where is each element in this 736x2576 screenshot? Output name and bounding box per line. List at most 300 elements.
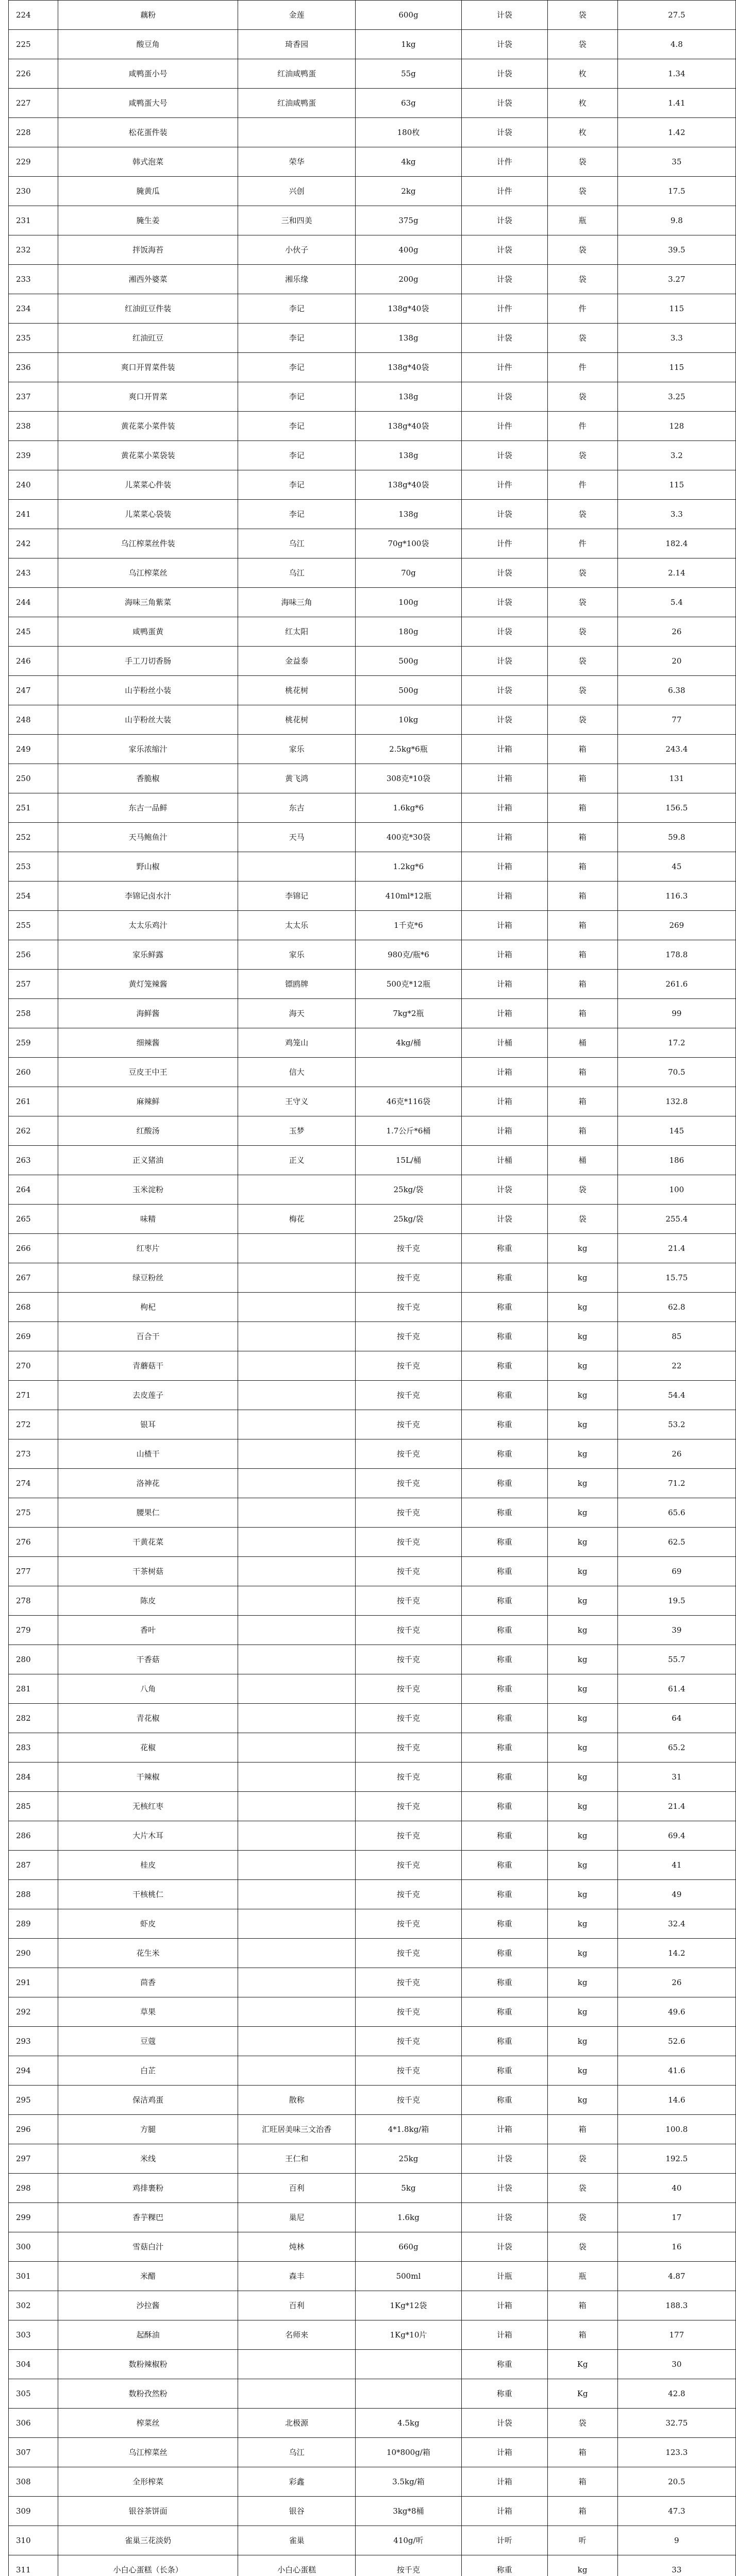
cell-brand: 炖林 xyxy=(238,2232,356,2262)
table-row xyxy=(9,676,736,705)
table-row xyxy=(9,1792,736,1821)
table-row xyxy=(9,1586,736,1616)
cell-price: 52.6 xyxy=(617,2027,735,2056)
cell-number: 283 xyxy=(9,1733,58,1762)
cell-method: 称重 xyxy=(461,1351,547,1381)
cell-unit: 箱 xyxy=(547,882,617,911)
cell-method: 计袋 xyxy=(461,500,547,529)
table-row xyxy=(9,588,736,617)
cell-number: 248 xyxy=(9,705,58,735)
cell-item-name: 拌饭海苔 xyxy=(58,235,238,265)
cell-number: 305 xyxy=(9,2379,58,2409)
cell-unit: 箱 xyxy=(547,911,617,940)
table-row xyxy=(9,1762,736,1792)
cell-item-name: 青蘑菇干 xyxy=(58,1351,238,1381)
table-row xyxy=(9,2262,736,2291)
table-row xyxy=(9,2409,736,2438)
table-row xyxy=(9,1733,736,1762)
cell-spec: 410ml*12瓶 xyxy=(355,882,461,911)
cell-spec: 10*800g/箱 xyxy=(355,2438,461,2467)
cell-brand: 正义 xyxy=(238,1146,356,1175)
table-row xyxy=(9,2555,736,2576)
cell-item-name: 方腿 xyxy=(58,2115,238,2144)
cell-spec: 按千克 xyxy=(355,1645,461,1674)
cell-item-name: 豆皮王中王 xyxy=(58,1058,238,1087)
cell-number: 274 xyxy=(9,1469,58,1498)
cell-spec: 按千克 xyxy=(355,1557,461,1586)
cell-unit: 桶 xyxy=(547,1146,617,1175)
cell-brand: 桃花树 xyxy=(238,705,356,735)
cell-unit: 袋 xyxy=(547,2203,617,2232)
cell-number: 233 xyxy=(9,265,58,294)
cell-item-name: 手工刀切香肠 xyxy=(58,647,238,676)
cell-unit: 箱 xyxy=(547,793,617,823)
cell-method: 计箱 xyxy=(461,911,547,940)
cell-unit: 箱 xyxy=(547,2320,617,2350)
cell-brand: 海天 xyxy=(238,999,356,1028)
cell-price: 26 xyxy=(617,1968,735,1997)
cell-spec: 3kg*8桶 xyxy=(355,2497,461,2526)
cell-price: 31 xyxy=(617,1762,735,1792)
cell-item-name: 银谷茶饼面 xyxy=(58,2497,238,2526)
cell-item-name: 桂皮 xyxy=(58,1851,238,1880)
cell-price: 131 xyxy=(617,764,735,793)
cell-spec: 按千克 xyxy=(355,1293,461,1322)
cell-brand: 雀巢 xyxy=(238,2526,356,2555)
cell-spec: 25kg/袋 xyxy=(355,1205,461,1234)
cell-unit: 袋 xyxy=(547,617,617,647)
cell-unit: 箱 xyxy=(547,2115,617,2144)
cell-item-name: 腌黄瓜 xyxy=(58,177,238,206)
table-row xyxy=(9,647,736,676)
cell-item-name: 全形榨菜 xyxy=(58,2467,238,2497)
cell-spec: 1.7公斤*6桶 xyxy=(355,1116,461,1146)
cell-price: 41 xyxy=(617,1851,735,1880)
cell-item-name: 腰果仁 xyxy=(58,1498,238,1528)
cell-brand: 百利 xyxy=(238,2174,356,2203)
cell-unit: 袋 xyxy=(547,647,617,676)
cell-price: 14.6 xyxy=(617,2086,735,2115)
cell-unit: kg xyxy=(547,1997,617,2027)
cell-brand: 李记 xyxy=(238,441,356,470)
cell-price: 192.5 xyxy=(617,2144,735,2174)
cell-brand xyxy=(238,1557,356,1586)
cell-spec: 按千克 xyxy=(355,2056,461,2086)
cell-number: 303 xyxy=(9,2320,58,2350)
cell-price: 64 xyxy=(617,1704,735,1733)
cell-spec: 按千克 xyxy=(355,1851,461,1880)
cell-unit: kg xyxy=(547,1909,617,1939)
cell-item-name: 太太乐鸡汁 xyxy=(58,911,238,940)
cell-number: 272 xyxy=(9,1410,58,1439)
table-row xyxy=(9,1058,736,1087)
cell-number: 255 xyxy=(9,911,58,940)
cell-unit: kg xyxy=(547,1528,617,1557)
cell-item-name: 咸鸭蛋小号 xyxy=(58,59,238,89)
cell-spec: 200g xyxy=(355,265,461,294)
cell-brand: 桃花树 xyxy=(238,676,356,705)
cell-brand: 荣华 xyxy=(238,147,356,177)
cell-brand xyxy=(238,1968,356,1997)
cell-brand: 兴创 xyxy=(238,177,356,206)
table-row xyxy=(9,2320,736,2350)
cell-method: 计箱 xyxy=(461,1116,547,1146)
cell-spec: 按千克 xyxy=(355,1674,461,1704)
cell-item-name: 乌江榨菜丝 xyxy=(58,2438,238,2467)
cell-number: 246 xyxy=(9,647,58,676)
cell-brand: 李记 xyxy=(238,382,356,412)
cell-number: 258 xyxy=(9,999,58,1028)
cell-method: 计件 xyxy=(461,177,547,206)
cell-price: 100 xyxy=(617,1175,735,1205)
cell-unit: 袋 xyxy=(547,1175,617,1205)
table-row xyxy=(9,470,736,500)
cell-method: 计袋 xyxy=(461,2203,547,2232)
cell-spec: 按千克 xyxy=(355,1439,461,1469)
cell-spec: 按千克 xyxy=(355,1792,461,1821)
cell-method: 称重 xyxy=(461,2056,547,2086)
cell-method: 称重 xyxy=(461,1792,547,1821)
cell-method: 称重 xyxy=(461,1645,547,1674)
cell-method: 称重 xyxy=(461,1939,547,1968)
cell-spec: 按千克 xyxy=(355,1968,461,1997)
cell-brand xyxy=(238,2379,356,2409)
cell-brand xyxy=(238,2350,356,2379)
cell-unit: 袋 xyxy=(547,147,617,177)
cell-method: 称重 xyxy=(461,1322,547,1351)
cell-unit: kg xyxy=(547,2056,617,2086)
cell-unit: 袋 xyxy=(547,2144,617,2174)
cell-spec: 按千克 xyxy=(355,1263,461,1293)
cell-unit: 袋 xyxy=(547,2409,617,2438)
cell-number: 271 xyxy=(9,1381,58,1410)
cell-number: 293 xyxy=(9,2027,58,2056)
cell-spec: 5kg xyxy=(355,2174,461,2203)
cell-spec: 138g*40袋 xyxy=(355,294,461,324)
table-row xyxy=(9,59,736,89)
cell-unit: Kg xyxy=(547,2350,617,2379)
cell-method: 计袋 xyxy=(461,382,547,412)
cell-unit: 件 xyxy=(547,529,617,558)
cell-brand xyxy=(238,2056,356,2086)
cell-brand xyxy=(238,1939,356,1968)
cell-price: 32.4 xyxy=(617,1909,735,1939)
cell-spec: 按千克 xyxy=(355,1351,461,1381)
cell-method: 称重 xyxy=(461,1498,547,1528)
cell-number: 245 xyxy=(9,617,58,647)
cell-item-name: 干核桃仁 xyxy=(58,1880,238,1909)
cell-brand: 李记 xyxy=(238,324,356,353)
cell-number: 237 xyxy=(9,382,58,412)
cell-method: 计袋 xyxy=(461,30,547,59)
cell-brand xyxy=(238,1498,356,1528)
cell-spec: 138g xyxy=(355,441,461,470)
cell-spec: 1kg xyxy=(355,30,461,59)
cell-number: 252 xyxy=(9,823,58,852)
cell-number: 273 xyxy=(9,1439,58,1469)
cell-number: 297 xyxy=(9,2144,58,2174)
cell-brand: 金莲 xyxy=(238,1,356,30)
cell-method: 称重 xyxy=(461,1909,547,1939)
cell-number: 266 xyxy=(9,1234,58,1263)
table-row xyxy=(9,1997,736,2027)
table-row xyxy=(9,764,736,793)
table-row xyxy=(9,1028,736,1058)
cell-spec: 375g xyxy=(355,206,461,235)
cell-number: 268 xyxy=(9,1293,58,1322)
cell-item-name: 起酥油 xyxy=(58,2320,238,2350)
cell-unit: kg xyxy=(547,1762,617,1792)
cell-method: 计件 xyxy=(461,529,547,558)
cell-price: 3.27 xyxy=(617,265,735,294)
cell-spec: 按千克 xyxy=(355,1762,461,1792)
cell-price: 132.8 xyxy=(617,1087,735,1116)
table-row xyxy=(9,118,736,147)
cell-method: 称重 xyxy=(461,1234,547,1263)
cell-brand: 黄飞鸿 xyxy=(238,764,356,793)
cell-number: 309 xyxy=(9,2497,58,2526)
table-row xyxy=(9,1205,736,1234)
cell-unit: kg xyxy=(547,1586,617,1616)
table-row xyxy=(9,2203,736,2232)
table-row xyxy=(9,823,736,852)
table-row xyxy=(9,1498,736,1528)
cell-number: 289 xyxy=(9,1909,58,1939)
cell-number: 307 xyxy=(9,2438,58,2467)
cell-method: 计件 xyxy=(461,470,547,500)
cell-price: 32.75 xyxy=(617,2409,735,2438)
cell-spec: 按千克 xyxy=(355,1381,461,1410)
table-row xyxy=(9,265,736,294)
cell-unit: kg xyxy=(547,1234,617,1263)
cell-spec: 3.5kg/箱 xyxy=(355,2467,461,2497)
cell-item-name: 八角 xyxy=(58,1674,238,1704)
cell-brand xyxy=(238,1586,356,1616)
cell-brand xyxy=(238,1733,356,1762)
cell-item-name: 枸杞 xyxy=(58,1293,238,1322)
cell-item-name: 干黄花菜 xyxy=(58,1528,238,1557)
cell-price: 22 xyxy=(617,1351,735,1381)
cell-brand: 玉梦 xyxy=(238,1116,356,1146)
cell-price: 9.8 xyxy=(617,206,735,235)
cell-item-name: 陈皮 xyxy=(58,1586,238,1616)
cell-method: 计箱 xyxy=(461,999,547,1028)
table-row xyxy=(9,999,736,1028)
cell-method: 称重 xyxy=(461,2350,547,2379)
cell-brand xyxy=(238,1704,356,1733)
cell-unit: kg xyxy=(547,1293,617,1322)
cell-unit: 袋 xyxy=(547,30,617,59)
cell-method: 称重 xyxy=(461,1263,547,1293)
table-row xyxy=(9,1469,736,1498)
cell-item-name: 味精 xyxy=(58,1205,238,1234)
cell-spec: 46克*116袋 xyxy=(355,1087,461,1116)
cell-spec: 1.6kg*6 xyxy=(355,793,461,823)
cell-brand xyxy=(238,118,356,147)
cell-method: 计箱 xyxy=(461,1058,547,1087)
cell-method: 计件 xyxy=(461,353,547,382)
cell-price: 145 xyxy=(617,1116,735,1146)
table-row xyxy=(9,1410,736,1439)
cell-number: 302 xyxy=(9,2291,58,2320)
cell-brand: 巢尼 xyxy=(238,2203,356,2232)
cell-number: 306 xyxy=(9,2409,58,2438)
cell-unit: kg xyxy=(547,1351,617,1381)
cell-number: 251 xyxy=(9,793,58,823)
cell-brand xyxy=(238,1880,356,1909)
cell-unit: 箱 xyxy=(547,1116,617,1146)
cell-unit: Kg xyxy=(547,2379,617,2409)
table-row xyxy=(9,2027,736,2056)
cell-number: 295 xyxy=(9,2086,58,2115)
table-row xyxy=(9,1116,736,1146)
cell-number: 267 xyxy=(9,1263,58,1293)
cell-spec: 按千克 xyxy=(355,1469,461,1498)
table-row xyxy=(9,206,736,235)
cell-spec: 308克*10袋 xyxy=(355,764,461,793)
cell-method: 计袋 xyxy=(461,118,547,147)
cell-price: 3.25 xyxy=(617,382,735,412)
cell-item-name: 银耳 xyxy=(58,1410,238,1439)
price-list-body xyxy=(9,1,736,2576)
cell-item-name: 藕粉 xyxy=(58,1,238,30)
cell-spec: 100g xyxy=(355,588,461,617)
cell-number: 311 xyxy=(9,2555,58,2576)
cell-brand: 红太阳 xyxy=(238,617,356,647)
cell-price: 35 xyxy=(617,147,735,177)
cell-number: 301 xyxy=(9,2262,58,2291)
cell-item-name: 草果 xyxy=(58,1997,238,2027)
cell-brand xyxy=(238,1762,356,1792)
cell-spec: 138g*40袋 xyxy=(355,412,461,441)
cell-number: 257 xyxy=(9,970,58,999)
cell-price: 55.7 xyxy=(617,1645,735,1674)
cell-number: 287 xyxy=(9,1851,58,1880)
table-row xyxy=(9,1557,736,1586)
cell-brand xyxy=(238,1674,356,1704)
cell-number: 238 xyxy=(9,412,58,441)
cell-price: 9 xyxy=(617,2526,735,2555)
cell-item-name: 韩式泡菜 xyxy=(58,147,238,177)
cell-item-name: 茴香 xyxy=(58,1968,238,1997)
cell-unit: 箱 xyxy=(547,852,617,882)
cell-spec: 按千克 xyxy=(355,1880,461,1909)
cell-method: 称重 xyxy=(461,1293,547,1322)
cell-brand: 散称 xyxy=(238,2086,356,2115)
cell-unit: 箱 xyxy=(547,970,617,999)
cell-number: 256 xyxy=(9,940,58,970)
cell-brand: 太太乐 xyxy=(238,911,356,940)
cell-unit: 袋 xyxy=(547,441,617,470)
price-list-table xyxy=(8,0,736,2576)
cell-brand xyxy=(238,1528,356,1557)
cell-price: 1.34 xyxy=(617,59,735,89)
cell-item-name: 干香菇 xyxy=(58,1645,238,1674)
cell-brand xyxy=(238,1293,356,1322)
table-row xyxy=(9,558,736,588)
cell-spec: 15L/桶 xyxy=(355,1146,461,1175)
cell-item-name: 保洁鸡蛋 xyxy=(58,2086,238,2115)
cell-number: 280 xyxy=(9,1645,58,1674)
cell-method: 计桶 xyxy=(461,1028,547,1058)
cell-unit: kg xyxy=(547,1792,617,1821)
cell-item-name: 乌江榨菜丝件装 xyxy=(58,529,238,558)
cell-brand xyxy=(238,1322,356,1351)
cell-number: 300 xyxy=(9,2232,58,2262)
cell-unit: 袋 xyxy=(547,235,617,265)
cell-method: 计袋 xyxy=(461,2174,547,2203)
cell-method: 称重 xyxy=(461,1880,547,1909)
cell-item-name: 湘西外婆菜 xyxy=(58,265,238,294)
cell-item-name: 无核红枣 xyxy=(58,1792,238,1821)
cell-method: 计袋 xyxy=(461,2144,547,2174)
cell-number: 282 xyxy=(9,1704,58,1733)
cell-brand: 乌江 xyxy=(238,558,356,588)
cell-spec: 按千克 xyxy=(355,2555,461,2576)
cell-method: 计箱 xyxy=(461,2115,547,2144)
cell-item-name: 百合干 xyxy=(58,1322,238,1351)
cell-unit: 听 xyxy=(547,2526,617,2555)
cell-spec: 70g xyxy=(355,558,461,588)
cell-brand: 李记 xyxy=(238,294,356,324)
cell-unit: 箱 xyxy=(547,2291,617,2320)
table-row xyxy=(9,1909,736,1939)
cell-unit: 袋 xyxy=(547,1,617,30)
cell-brand xyxy=(238,1851,356,1880)
cell-price: 21.4 xyxy=(617,1792,735,1821)
cell-price: 178.8 xyxy=(617,940,735,970)
cell-price: 49.6 xyxy=(617,1997,735,2027)
cell-price: 2.14 xyxy=(617,558,735,588)
table-row xyxy=(9,1087,736,1116)
cell-item-name: 正义猪油 xyxy=(58,1146,238,1175)
cell-price: 71.2 xyxy=(617,1469,735,1498)
cell-method: 称重 xyxy=(461,1410,547,1439)
cell-number: 291 xyxy=(9,1968,58,1997)
cell-brand xyxy=(238,1263,356,1293)
cell-item-name: 去皮莲子 xyxy=(58,1381,238,1410)
cell-brand xyxy=(238,1997,356,2027)
cell-spec: 4kg/桶 xyxy=(355,1028,461,1058)
cell-unit: kg xyxy=(547,1968,617,1997)
cell-unit: kg xyxy=(547,1645,617,1674)
cell-item-name: 家乐鲜露 xyxy=(58,940,238,970)
cell-unit: 箱 xyxy=(547,735,617,764)
cell-method: 计袋 xyxy=(461,1205,547,1234)
cell-unit: 袋 xyxy=(547,705,617,735)
cell-item-name: 黄灯笼辣酱 xyxy=(58,970,238,999)
cell-brand xyxy=(238,1616,356,1645)
cell-price: 53.2 xyxy=(617,1410,735,1439)
cell-number: 269 xyxy=(9,1322,58,1351)
cell-spec: 25kg/袋 xyxy=(355,1175,461,1205)
cell-method: 计袋 xyxy=(461,441,547,470)
cell-item-name: 天马鲍鱼汁 xyxy=(58,823,238,852)
cell-unit: 件 xyxy=(547,294,617,324)
cell-method: 称重 xyxy=(461,1733,547,1762)
cell-price: 17 xyxy=(617,2203,735,2232)
cell-unit: 枚 xyxy=(547,118,617,147)
cell-brand: 小白心蛋糕 xyxy=(238,2555,356,2576)
cell-spec: 按千克 xyxy=(355,1821,461,1851)
cell-price: 65.6 xyxy=(617,1498,735,1528)
cell-price: 26 xyxy=(617,617,735,647)
cell-price: 47.3 xyxy=(617,2497,735,2526)
cell-price: 14.2 xyxy=(617,1939,735,1968)
cell-number: 224 xyxy=(9,1,58,30)
cell-spec: 25kg xyxy=(355,2144,461,2174)
cell-brand: 王守义 xyxy=(238,1087,356,1116)
